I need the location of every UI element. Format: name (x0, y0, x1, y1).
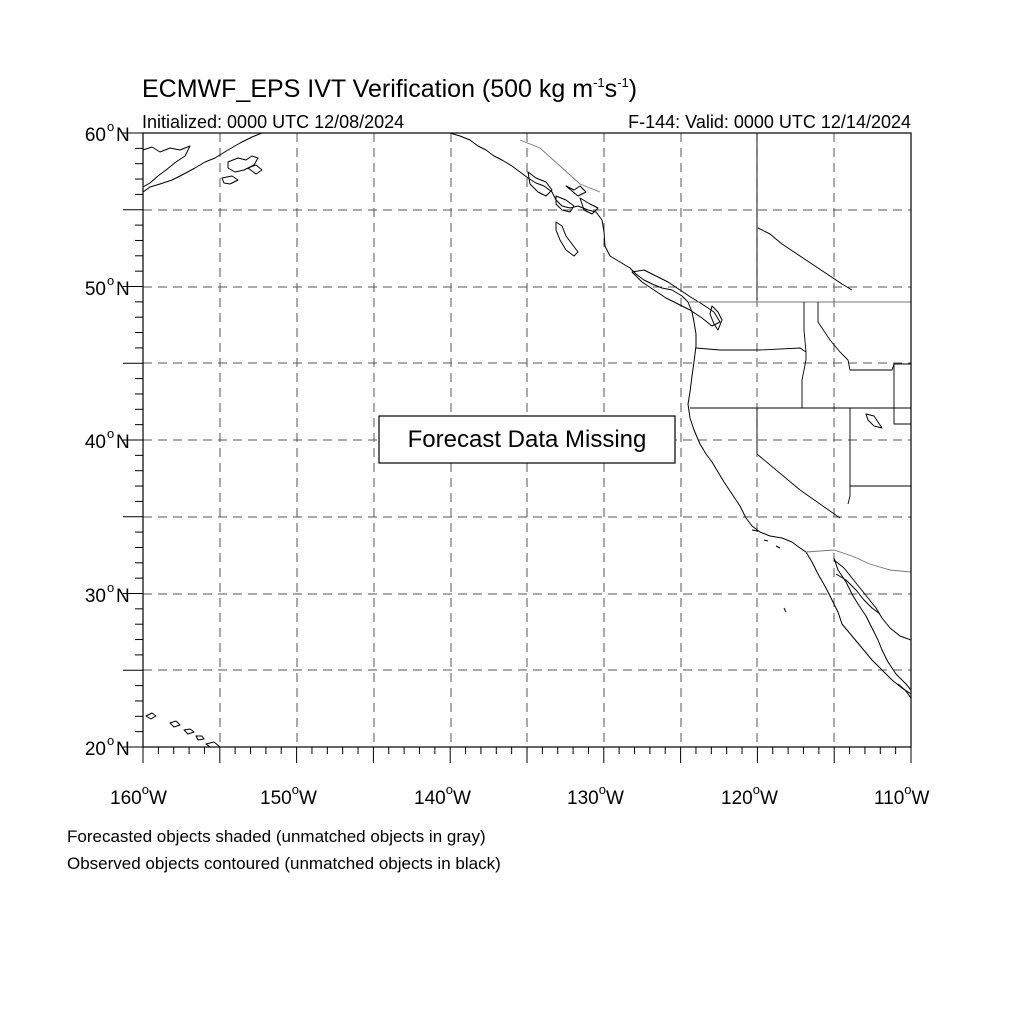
lon-label-140: 140$^o$W (414, 782, 471, 809)
title-main: ECMWF_EPS IVT Verification (500 kg m (142, 75, 594, 103)
title-close: ) (628, 75, 638, 103)
lat-label-60-degree: o (107, 119, 115, 134)
lon-label-160: 160$^o$W (110, 782, 167, 809)
lat-label-60: 60 (84, 125, 106, 146)
valid-time-label: F-144: Valid: 0000 UTC 12/14/2024 (628, 112, 911, 132)
lat-label-20-hem: N (116, 739, 130, 760)
lon-label-120: 120$^o$W (721, 782, 778, 809)
lat-label-50-degree: o (107, 273, 115, 288)
lat-label-40: 40 (84, 432, 106, 453)
alaska-canada-border (520, 140, 600, 192)
forecast-missing-notice (379, 416, 675, 463)
longitude-labels (110, 782, 930, 809)
us-state-borders (690, 302, 911, 518)
us-mexico-border (806, 550, 911, 572)
canada-inland-lake-coastline (758, 228, 852, 290)
title-exponent-1: -1 (593, 75, 605, 90)
lat-label-40-hem: N (116, 432, 130, 453)
forecast-missing-text: Forecast Data Missing (407, 426, 647, 453)
southeast-alaska-islands (528, 172, 598, 214)
title-mid: s (604, 75, 618, 103)
latitude-labels (85, 119, 130, 760)
lat-label-50-hem: N (116, 279, 130, 300)
vancouver-island-coastline (632, 270, 720, 326)
lon-label-110: 110$^o$W (874, 782, 930, 809)
lat-label-30-hem: N (116, 586, 130, 607)
lat-label-60-hem: N (116, 125, 130, 146)
alaska-peninsula-coastline (143, 133, 262, 192)
lat-label-20-degree: o (107, 733, 115, 748)
lat-label-40-degree: o (107, 426, 115, 441)
hawaii-islands (146, 713, 220, 747)
great-salt-lake (866, 414, 882, 428)
observed-objects-note: Observed objects contoured (unmatched objects in black) (67, 854, 501, 873)
lon-label-130: 130$^o$W (567, 782, 624, 809)
map-title (142, 75, 637, 103)
map-panel (123, 133, 911, 763)
haida-gwaii-coastline (556, 222, 578, 256)
lat-label-20: 20 (84, 739, 106, 760)
initialized-time-label: Initialized: 0000 UTC 12/08/2024 (142, 112, 405, 132)
lat-label-50: 50 (84, 279, 106, 300)
northwest-coastline (450, 133, 806, 552)
kodiak-island-coastline (222, 156, 262, 184)
title-exponent-2: -1 (617, 75, 629, 90)
lon-label-150: 150$^o$W (260, 782, 317, 809)
lat-label-30-degree: o (107, 580, 115, 595)
forecast-objects-note: Forecasted objects shaded (unmatched objects in gray) (67, 827, 486, 846)
lat-label-30: 30 (84, 586, 106, 607)
